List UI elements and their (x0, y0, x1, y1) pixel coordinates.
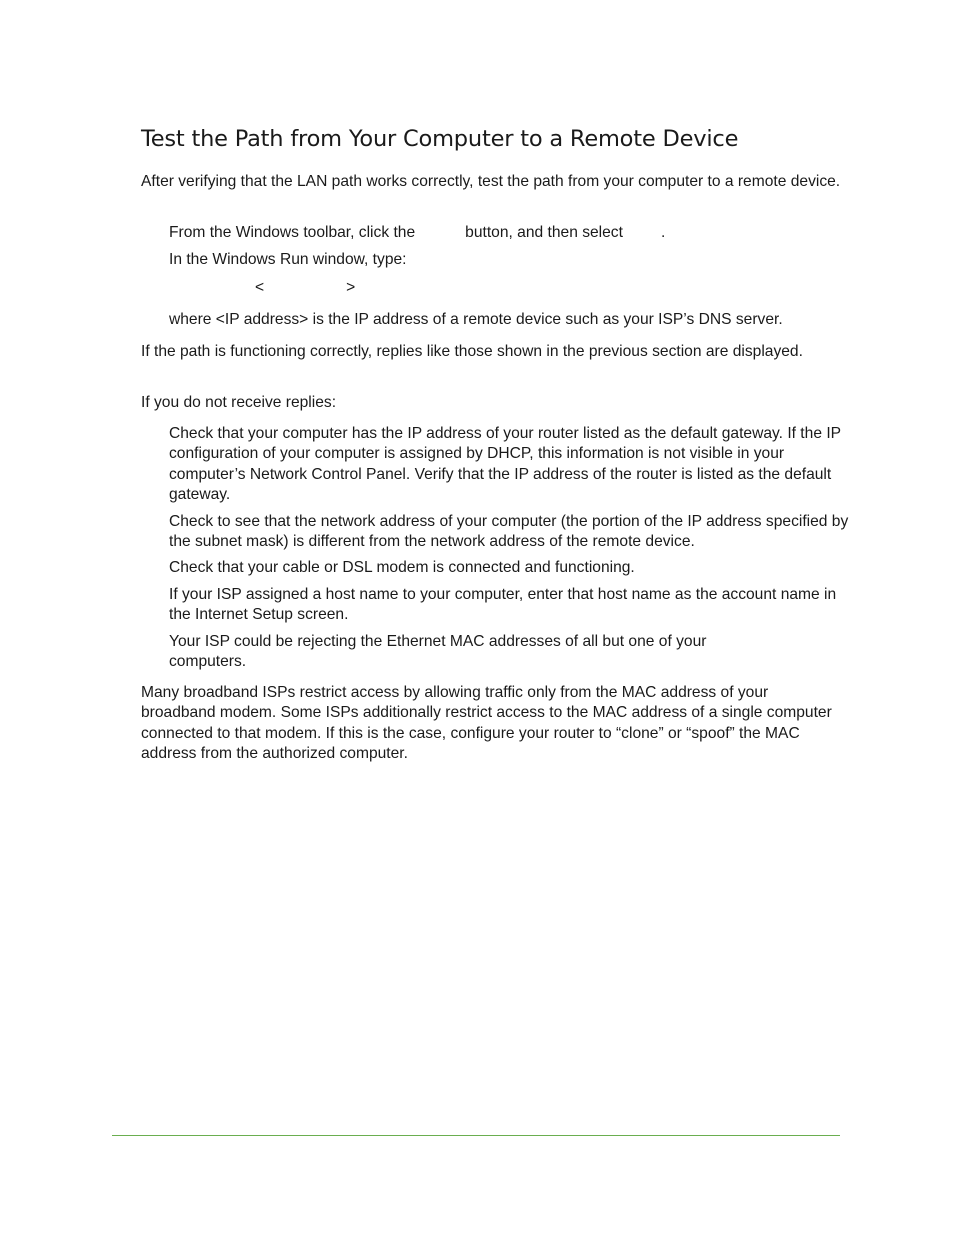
check-item-gateway: Check that your computer has the IP address of your router listed as the default gateway. If the IP configuration of your computer is assigned by DHCP, this information is not visible in your computer’s Network Control Panel. Verify that the IP address of the router is listed as the default gateway. (169, 425, 841, 503)
step-1-text-c: . (660, 224, 666, 241)
section-title: Test the Path from Your Computer to a Remote Device (141, 126, 739, 152)
ping-command (255, 278, 355, 298)
check-item-modem: Check that your cable or DSL modem is connected and functioning. (169, 559, 635, 576)
step-1 (169, 223, 849, 243)
step-2: In the Windows Run window, type: (169, 251, 407, 268)
check-item-mac-rejection: Your ISP could be rejecting the Ethernet MAC addresses of all but one of your computers. (169, 633, 707, 671)
check-item-host-name: If your ISP assigned a host name to your computer, enter that host name as the account name in the Internet Setup screen. (169, 586, 837, 624)
command-bracket-close: > (346, 279, 356, 296)
intro-paragraph: After verifying that the LAN path works correctly, test the path from your computer to a remote device. (141, 173, 841, 190)
where-note: where <IP address> is the IP address of a remote device such as your ISP’s DNS server. (169, 311, 783, 328)
step-1-text-a: From the Windows toolbar, click the (169, 224, 416, 241)
closing-paragraph: Many broadband ISPs restrict access by allowing traffic only from the MAC address of your broadband modem. Some ISPs additionally restrict access to the MAC address of a single computer connected to that modem. If this is the case, configure your router to “clone” or “spoof” the MAC address from the authorized computer. (141, 684, 832, 762)
footer-divider (112, 1135, 840, 1136)
step-1-text-b: button, and then select (465, 224, 623, 241)
functioning-paragraph: If the path is functioning correctly, replies like those shown in the previous section are displayed. (141, 343, 803, 360)
check-item-network-address: Check to see that the network address of your computer (the portion of the IP address specified by the subnet mask) is different from the network address of the remote device. (169, 513, 849, 551)
command-bracket-open: < (255, 279, 265, 296)
no-replies-intro: If you do not receive replies: (141, 394, 337, 411)
